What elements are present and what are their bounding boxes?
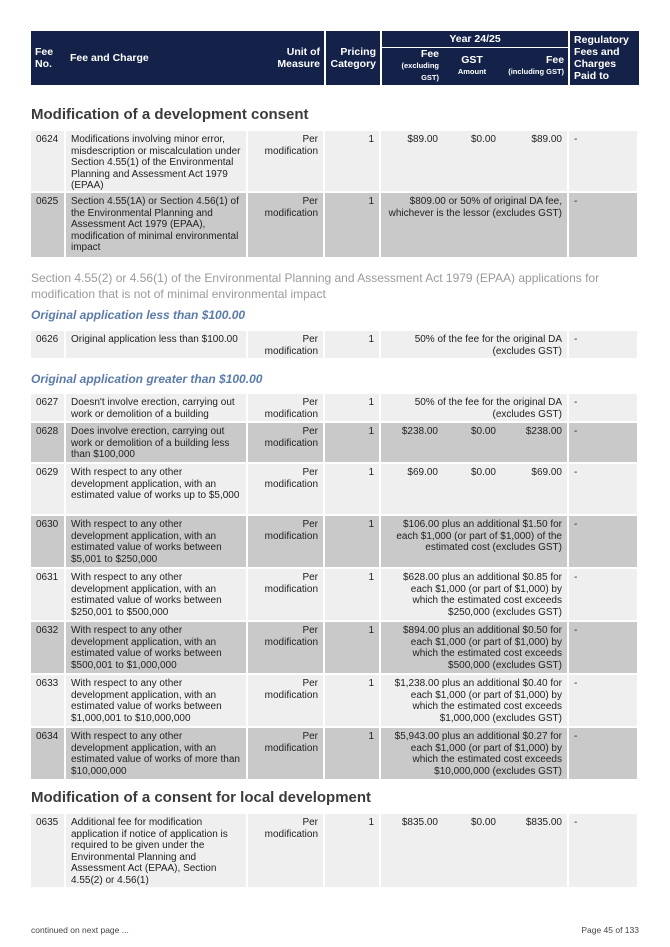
regulatory: -: [569, 569, 637, 620]
unit-of-measure: Per modification: [248, 423, 323, 462]
regulatory: -: [569, 622, 637, 673]
regulatory: -: [569, 331, 637, 358]
fee-description: With respect to any other development application, with an estimated value of works between $500,001 to $1,000,000: [66, 622, 246, 673]
fee-merged: $809.00 or 50% of original DA fee, whichever is the lessor (excludes GST): [381, 193, 567, 257]
fee-description: Additional fee for modification application if notice of application is required to be given under the Environmental Planning and Assessment Act (EPAA), Section 4.55(2) or 4.56(1): [66, 814, 246, 887]
fee-description: With respect to any other development application, with an estimated value of works between $5,001 to $250,000: [66, 516, 246, 567]
fee-no: 0635: [31, 814, 64, 887]
regulatory: -: [569, 394, 637, 421]
fee-merged: $628.00 plus an additional $0.85 for each $1,000 (or part of $1,000) by which the estimated cost exceeds $250,000 (excludes GST): [381, 569, 567, 620]
page-number: Page 45 of 133: [581, 925, 639, 935]
section-2b-rows: [31, 394, 639, 781]
table-row: [31, 728, 639, 779]
pricing-category: 1: [325, 331, 379, 358]
pricing-category: 1: [325, 728, 379, 779]
table-row: [31, 675, 639, 726]
table-row: [31, 394, 639, 421]
fee-no: 0631: [31, 569, 64, 620]
pricing-category: 1: [325, 423, 379, 462]
header-gst-sub: Amount: [457, 67, 487, 77]
gst-amount: $0.00: [443, 814, 501, 887]
fee-description: With respect to any other development application, with an estimated value of works of more than $10,000,000: [66, 728, 246, 779]
header-fee-excl: [381, 47, 443, 85]
section-heading-epaa-applications: Section 4.55(2) or 4.56(1) of the Environmental Planning and Assessment Act 1979 (EPAA) applications for modification that is not of minimal environmental impact: [31, 271, 600, 301]
fee-description: Original application less than $100.00: [66, 331, 246, 358]
fee-excl-gst: $835.00: [381, 814, 443, 887]
fee-description: Does involve erection, carrying out work or demolition of a building less than $100,000: [66, 423, 246, 462]
table-row: [31, 464, 639, 514]
unit-of-measure: Per modification: [248, 464, 323, 514]
gst-amount: $0.00: [443, 131, 501, 191]
unit-of-measure: Per modification: [248, 131, 323, 191]
header-gst: [443, 47, 501, 85]
regulatory: -: [569, 675, 637, 726]
regulatory: -: [569, 423, 637, 462]
table-row: [31, 516, 639, 567]
fee-no: 0628: [31, 423, 64, 462]
header-fee-excl-label: Fee: [420, 48, 439, 61]
fee-merged: $894.00 plus an additional $0.50 for each $1,000 (or part of $1,000) by which the estimated cost exceeds $500,000 (excludes GST): [381, 622, 567, 673]
fee-no: 0626: [31, 331, 64, 358]
fee-merged: $5,943.00 plus an additional $0.27 for each $1,000 (or part of $1,000) by which the estimated cost exceeds $10,000,000 (excludes GST): [381, 728, 567, 779]
pricing-category: 1: [325, 464, 379, 514]
header-fee-no: Fee No.: [35, 46, 54, 70]
fee-merged: $106.00 plus an additional $1.50 for each $1,000 (or part of $1,000) of the estimated cost (excludes GST): [381, 516, 567, 567]
regulatory: -: [569, 131, 637, 191]
table-row: [31, 331, 639, 358]
fee-description: With respect to any other development application, with an estimated value of works up to $5,000: [66, 464, 246, 514]
fee-no: 0629: [31, 464, 64, 514]
fee-merged: 50% of the fee for the original DA (excludes GST): [381, 394, 567, 421]
fee-no: 0627: [31, 394, 64, 421]
regulatory: -: [569, 728, 637, 779]
regulatory: -: [569, 193, 637, 257]
unit-of-measure: Per modification: [248, 394, 323, 421]
pricing-category: 1: [325, 131, 379, 191]
fee-no: 0630: [31, 516, 64, 567]
fee-description: With respect to any other development application, with an estimated value of works between $250,001 to $500,000: [66, 569, 246, 620]
header-pricing-category: Pricing Category: [325, 31, 381, 85]
fee-no: 0632: [31, 622, 64, 673]
unit-of-measure: Per modification: [248, 675, 323, 726]
table-row: [31, 622, 639, 673]
pricing-category: 1: [325, 193, 379, 257]
fee-incl-gst: $89.00: [501, 131, 567, 191]
regulatory: -: [569, 814, 637, 887]
gst-amount: $0.00: [443, 423, 501, 462]
fee-merged: $1,238.00 plus an additional $0.40 for each $1,000 (or part of $1,000) by which the estimated cost exceeds $1,000,000 (excludes GST): [381, 675, 567, 726]
unit-of-measure: Per modification: [248, 622, 323, 673]
section-1-rows: [31, 131, 639, 259]
header-gst-label: GST: [461, 54, 483, 67]
header-year: Year 24/25: [381, 31, 569, 47]
fee-excl-gst: $69.00: [381, 464, 443, 514]
gst-amount: $0.00: [443, 464, 501, 514]
header-fee-and-charge: Fee and Charge: [70, 52, 149, 64]
fee-no: 0625: [31, 193, 64, 257]
fee-no: 0624: [31, 131, 64, 191]
pricing-category: 1: [325, 814, 379, 887]
header-regulatory: Regulatory Fees and Charges Paid to: [569, 31, 639, 85]
fee-no: 0633: [31, 675, 64, 726]
header-fee-incl-label: Fee: [545, 54, 565, 67]
fee-incl-gst: $835.00: [501, 814, 567, 887]
regulatory: -: [569, 464, 637, 514]
unit-of-measure: Per modification: [248, 728, 323, 779]
header-unit-of-measure: Unit of Measure: [277, 46, 320, 70]
header-fee-excl-sub: (excluding GST): [401, 61, 439, 83]
table-row: [31, 193, 639, 257]
regulatory: -: [569, 516, 637, 567]
continued-note: continued on next page ...: [31, 925, 129, 935]
fee-incl-gst: $69.00: [501, 464, 567, 514]
section-title-modification-local-development: Modification of a consent for local development: [31, 789, 372, 806]
table-row: [31, 569, 639, 620]
fee-description: Modifications involving minor error, misdescription or miscalculation under Section 4.55(1) of the Environmental Planning and Assessment Act 1979 (EPAA): [66, 131, 246, 191]
pricing-category: 1: [325, 569, 379, 620]
unit-of-measure: Per modification: [248, 516, 323, 567]
fee-incl-gst: $238.00: [501, 423, 567, 462]
table-row: [31, 814, 639, 887]
unit-of-measure: Per modification: [248, 331, 323, 358]
fee-excl-gst: $238.00: [381, 423, 443, 462]
fee-description: Section 4.55(1A) or Section 4.56(1) of the Environmental Planning and Assessment Act 1979 (EPAA), modification of minimal environmental impact: [66, 193, 246, 257]
fee-description: With respect to any other development application, with an estimated value of works between $1,000,001 to $10,000,000: [66, 675, 246, 726]
fee-merged: 50% of the fee for the original DA (excludes GST): [381, 331, 567, 358]
pricing-category: 1: [325, 622, 379, 673]
table-row: [31, 423, 639, 462]
pricing-category: 1: [325, 516, 379, 567]
unit-of-measure: Per modification: [248, 814, 323, 887]
section-2a-rows: [31, 331, 639, 360]
subheading-less-than-100: Original application less than $100.00: [31, 308, 246, 322]
unit-of-measure: Per modification: [248, 193, 323, 257]
pricing-category: 1: [325, 675, 379, 726]
fee-excl-gst: $89.00: [381, 131, 443, 191]
pricing-category: 1: [325, 394, 379, 421]
fee-no: 0634: [31, 728, 64, 779]
section-title-modification-development-consent: Modification of a development consent: [31, 106, 309, 123]
unit-of-measure: Per modification: [248, 569, 323, 620]
subheading-greater-than-100: Original application greater than $100.00: [31, 372, 263, 386]
header-fee-incl: [501, 47, 569, 85]
fee-description: Doesn't involve erection, carrying out work or demolition of a building: [66, 394, 246, 421]
section-3-rows: [31, 814, 639, 889]
table-header: [31, 31, 639, 85]
table-row: [31, 131, 639, 191]
header-fee-incl-sub: (including GST): [508, 67, 565, 77]
